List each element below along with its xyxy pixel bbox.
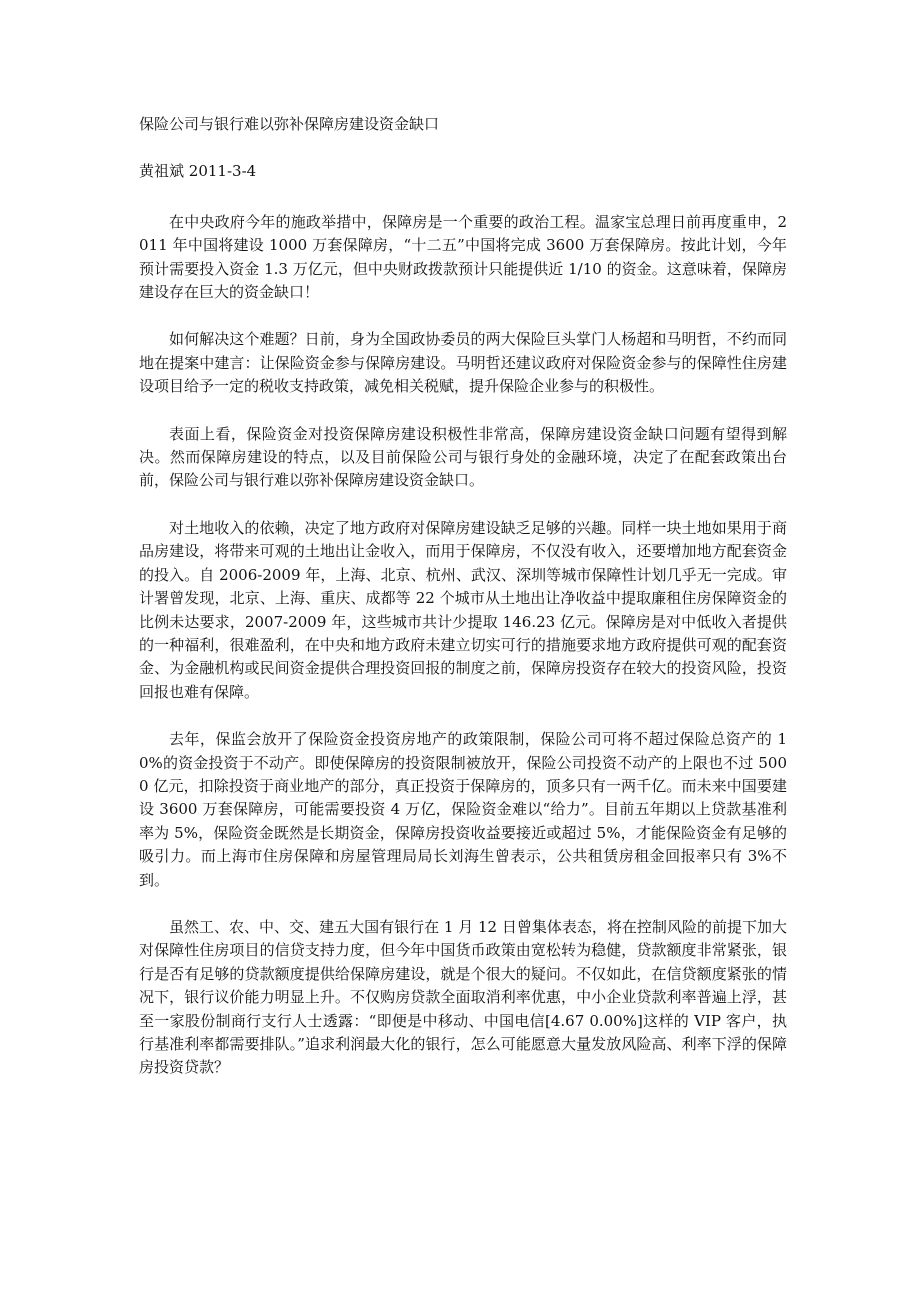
article-byline (139, 160, 787, 183)
article-title: 保险公司与银行难以弥补保障房建设资金缺口 (139, 115, 440, 133)
paragraph-2: 如何解决这个难题？日前，身为全国政协委员的两大保险巨头掌门人杨超和马明哲，不约而同地在提案中建言：让保险资金参与保障房建设。马明哲还建议政府对保险资金参与的保障性住房建设项目给予一定的税收支持政策，减免相关税赋，提升保险企业参与的积极性。 (139, 330, 787, 396)
author-name: 黄祖斌 (139, 162, 185, 181)
paragraph-3: 表面上看，保险资金对投资保障房建设积极性非常高，保障房建设资金缺口问题有望得到解决。然而保障房建设的特点，以及目前保险公司与银行身处的金融环境，决定了在配套政策出台前，保险公司与银行难以弥补保障房建设资金缺口。 (139, 424, 787, 490)
paragraph-5: 去年，保监会放开了保险资金投资房地产的政策限制，保险公司可将不超过保险总资产的 10%的资金投资于不动产。即使保障房的投资限制被放开，保险公司投资不动产的上限也不过 5000 亿元，扣除投资于商业地产的部分，真正投资于保障房的，顶多只有一两千亿。而未来中国要建设 3600 万套保障房，可能需要投资 4 万亿，保险资金难以“给力”。目前五年期以上贷款基准利率为 5%，保险资金既然是长期资金，保障房投资收益要接近或超过 5%，才能保险资金有足够的吸引力。而上海市住房保障和房屋管理局局长刘海生曾表示，公共租赁房租金回报率只有 3%不到。 (139, 730, 787, 889)
paragraph-6: 虽然工、农、中、交、建五大国有银行在 1 月 12 日曾集体表态，将在控制风险的前提下加大对保障性住房项目的信贷支持力度，但今年中国货币政策由宽松转为稳健，贷款额度非常紧张，银行是否有足够的贷款额度提供给保障房建设，就是个很大的疑问。不仅如此，在信贷额度紧张的情况下，银行议价能力明显上升。不仅购房贷款全面取消利率优惠，中小企业贷款利率普遍上浮，甚至一家股份制商行支行人士透露：“即便是中移动、中国电信[4.67 0.00%]这样的 VIP 客户，执行基准利率都需要排队。”追求利润最大化的银行，怎么可能愿意大量发放风险高、利率下浮的保障房投资贷款？ (139, 917, 787, 1077)
publish-date: 2011-3-4 (188, 162, 257, 181)
paragraph-1: 在中央政府今年的施政举措中，保障房是一个重要的政治工程。温家宝总理日前再度重申，2011 年中国将建设 1000 万套保障房，“十二五”中国将完成 3600 万套保障房。按此计划，今年预计需要投入资金 1.3 万亿元，但中央财政拨款预计只能提供近 1/10 的资金。这意味着，保障房建设存在巨大的资金缺口！ (139, 212, 787, 302)
article (139, 113, 787, 1104)
paragraph-4: 对土地收入的依赖，决定了地方政府对保障房建设缺乏足够的兴趣。同样一块土地如果用于商品房建设，将带来可观的土地出让金收入，而用于保障房，不仅没有收入，还要增加地方配套资金的投入。自 2006-2009 年，上海、北京、杭州、武汉、深圳等城市保障性计划几乎无一完成。审计署曾发现，北京、上海、重庆、成都等 22 个城市从土地出让净收益中提取廉租住房保障资金的比例未达要求，2007-2009 年，这些城市共计少提取 146.23 亿元。保障房是对中低收入者提供的一种福利，很难盈利，在中央和地方政府未建立切实可行的措施要求地方政府提供可观的配套资金、为金融机构或民间资金提供合理投资回报的制度之前，保障房投资存在较大的投资风险，投资回报也难有保障。 (139, 518, 787, 701)
